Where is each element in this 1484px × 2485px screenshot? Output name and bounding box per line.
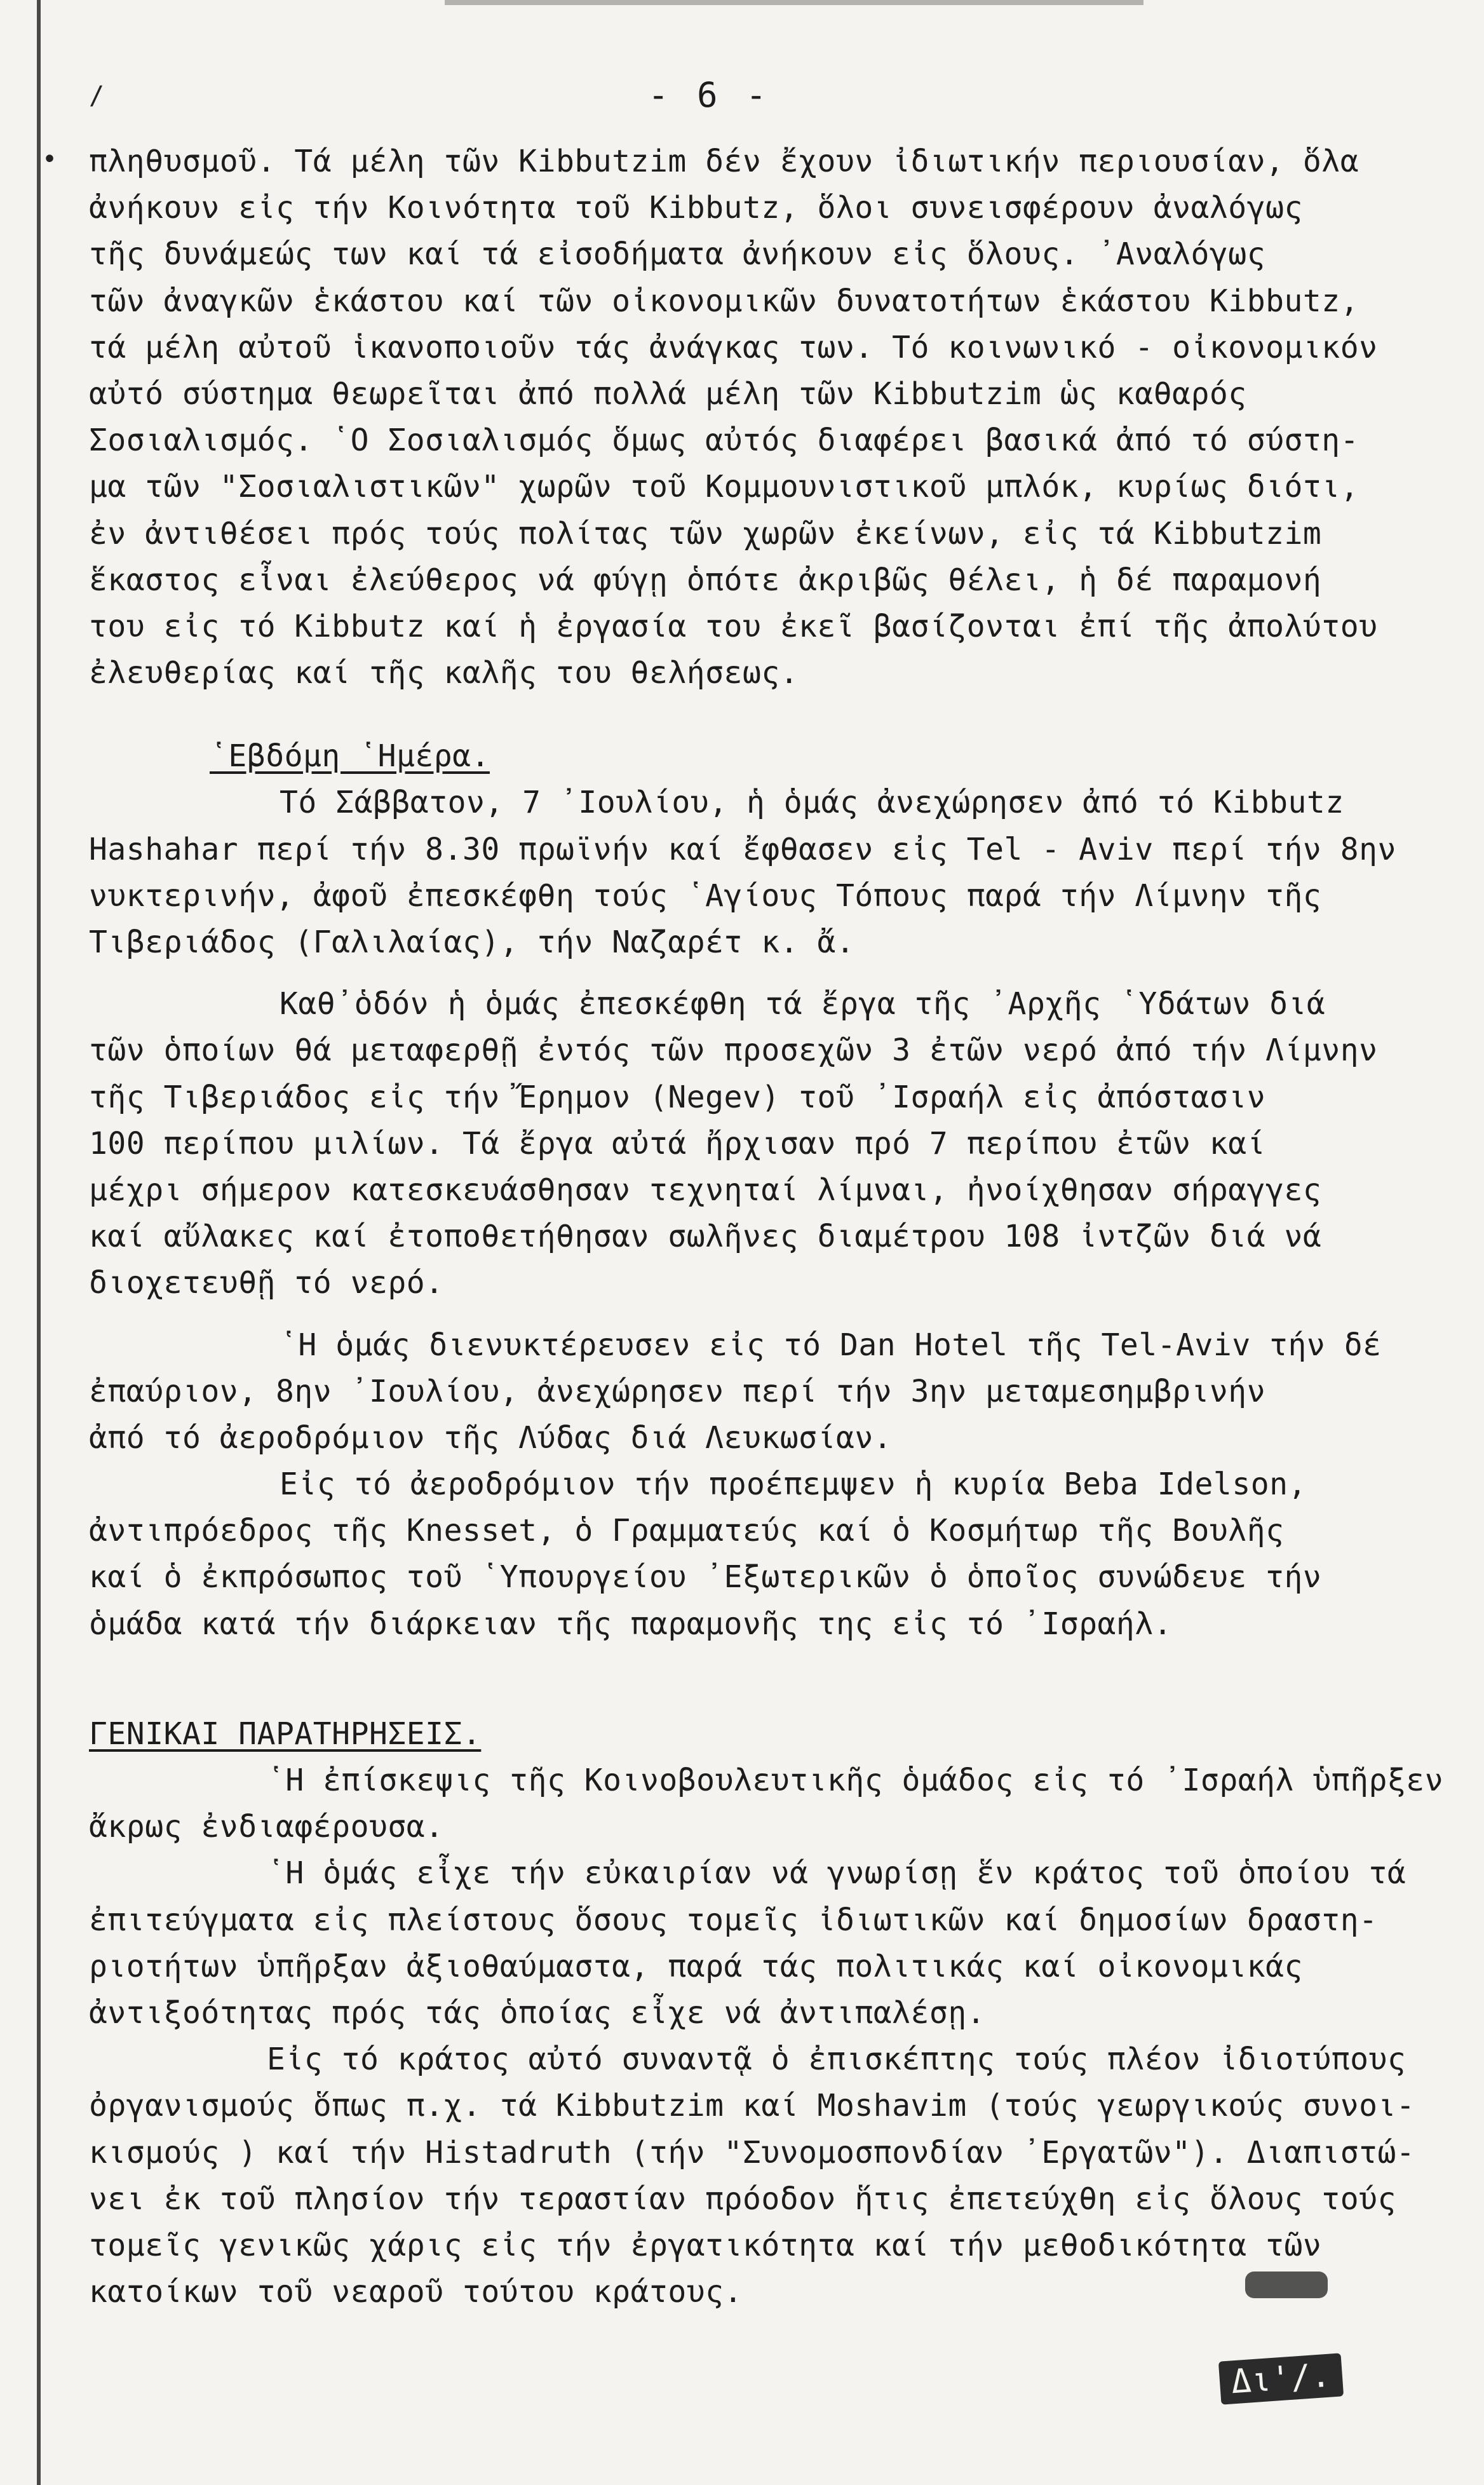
text-line: νυκτερινήν, ἀφοῦ ἐπεσκέφθη τούς ῾Αγίους Τόπους παρά τήν Λίμνην τῆς [89, 877, 1322, 914]
text-line: ἐν ἀντιθέσει πρός τούς πολίτας τῶν χωρῶν ἐκείνων, εἰς τά Kibbutzim [89, 515, 1322, 552]
text-line: καί ὁ ἐκπρόσωπος τοῦ ῾Υπουργείου ᾿Εξωτερικῶν ὁ ὁποῖος συνώδευε τήν [89, 1559, 1322, 1595]
text-line: τά μέλη αὐτοῦ ἱκανοποιοῦν τάς ἀνάγκας των. Τό κοινωνικό - οἰκονομικόν [89, 329, 1378, 365]
text-line: Hashahar περί τήν 8.30 πρωϊνήν καί ἔφθασεν εἰς Tel - Aviv περί τήν 8ην [89, 831, 1396, 867]
text-line: ἀπό τό ἀεροδρόμιον τῆς Λύδας διά Λευκωσίαν. [89, 1419, 893, 1456]
page-number: - 6 - [648, 75, 771, 115]
text-line: του εἰς τό Kibbutz καί ἡ ἐργασία του ἐκεῖ βασίζονται ἐπί τῆς ἀπολύτου [89, 608, 1378, 644]
text-line: διοχετευθῇ τό νερό. [89, 1265, 444, 1301]
text-line: τῆς Τιβεριάδος εἰς τήν Ἔρημον (Negev) τοῦ ᾿Ισραήλ εἰς ἀπόστασιν [89, 1079, 1266, 1115]
text-line: πληθυσμοῦ. Τά μέλη τῶν Kibbutzim δέν ἔχουν ἰδιωτικήν περιουσίαν, ὅλα [89, 144, 1359, 179]
text-line: τομεῖς γενικῶς χάρις εἰς τήν ἐργατικότητα καί τήν μεθοδικότητα τῶν [89, 2227, 1322, 2263]
text-line: καί αὔλακες καί ἐτοποθετήθησαν σωλῆνες διαμέτρου 108 ἰντζῶν διά νά [89, 1219, 1322, 1255]
text-line: ὀργανισμούς ὅπως π.χ. τά Kibbutzim καί Moshavim (τούς γεωργικούς συνοι- [89, 2088, 1415, 2124]
text-line: 100 περίπου μιλίων. Τά ἔργα αὐτά ἤρχισαν πρό 7 περίπου ἐτῶν καί [89, 1125, 1266, 1161]
text-line: μέχρι σήμερον κατεσκευάσθησαν τεχνηταί λίμναι, ἠνοίχθησαν σήραγγες [89, 1172, 1322, 1208]
text-line: Εἰς τό ἀεροδρόμιον τήν προέπεμψεν ἡ κυρία Beba Idelson, [280, 1466, 1307, 1503]
text-line: Εἰς τό κράτος αὐτό συναντᾷ ὁ ἐπισκέπτης τούς πλέον ἰδιοτύπους [267, 2041, 1406, 2078]
text-line: ἕκαστος εἶναι ἐλεύθερος νά φύγῃ ὁπότε ἀκριβῶς θέλει, ἡ δέ παραμονή [89, 562, 1322, 598]
paragraph-7 [89, 1850, 1417, 2036]
text-line: ῾Η ὁμάς εἶχε τήν εὐκαιρίαν νά γνωρίσῃ ἕν κράτος τοῦ ὁποίου τά [267, 1855, 1406, 1892]
text-line: ἐπιτεύγματα εἰς πλείστους ὅσους τομεῖς ἰδιωτικῶν καί δημοσίων δραστη- [89, 1902, 1378, 1938]
text-line: Τό Σάββατον, 7 ᾿Ιουλίου, ἡ ὁμάς ἀνεχώρησεν ἀπό τό Kibbutz [280, 785, 1344, 821]
top-edge-smudge [445, 0, 1143, 5]
text-line: νει ἐκ τοῦ πλησίον τήν τεραστίαν πρόοδον ἥτις ἐπετεύχθη εἰς ὅλους τούς [89, 2181, 1396, 2217]
text-line: ριοτήτων ὑπῆρξαν ἀξιοθαύμαστα, παρά τάς πολιτικάς καί οἰκονομικάς [89, 1948, 1303, 1984]
continuation-mark: Δι'/. [1218, 2353, 1344, 2404]
paragraph-5 [89, 1461, 1417, 1648]
text-line: τῆς δυνάμεώς των καί τά εἰσοδήματα ἀνήκουν εἰς ὅλους. ᾿Αναλόγως [89, 236, 1266, 273]
text-line: κατοίκων τοῦ νεαροῦ τούτου κράτους. [89, 2274, 743, 2310]
text-line: ἀντιπρόεδρος τῆς Knesset, ὁ Γραμματεύς καί ὁ Κοσμήτωρ τῆς Βουλῆς [89, 1513, 1285, 1549]
text-line: αὐτό σύστημα θεωρεῖται ἀπό πολλά μέλη τῶν Kibbutzim ὡς καθαρός [89, 376, 1247, 412]
left-margin-rule [37, 0, 41, 2485]
ink-blot [1245, 2272, 1328, 2298]
text-line: ὁμάδα κατά τήν διάρκειαν τῆς παραμονῆς της εἰς τό ᾿Ισραήλ. [89, 1606, 1173, 1642]
paragraph-6 [89, 1757, 1444, 1850]
text-line: ἀντιξοότητας πρός τάς ὁποίας εἶχε νά ἀντιπαλέσῃ. [89, 1994, 986, 2031]
text-line: ἀνήκουν εἰς τήν Κοινότητα τοῦ Kibbutz, ὅλοι συνεισφέρουν ἀναλόγως [89, 190, 1303, 226]
text-line: ἐλευθερίας καί τῆς καλῆς του θελήσεως. [89, 655, 799, 691]
paragraph-4 [89, 1322, 1417, 1462]
text-line: Καθ᾿ὁδόν ἡ ὁμάς ἐπεσκέφθη τά ἔργα τῆς ᾿Αρχῆς ῾Υδάτων διά [280, 986, 1326, 1022]
text-line: Σοσιαλισμός. ῾Ο Σοσιαλισμός ὅμως αὐτός διαφέρει βασικά ἀπό τό σύστη- [89, 423, 1359, 459]
paragraph-8 [89, 2036, 1417, 2315]
text-line: κισμούς ) καί τήν Histadruth (τήν "Συνομοσπονδίαν ᾿Εργατῶν"). Διαπιστώ- [89, 2134, 1415, 2170]
text-line: ῾Η ἐπίσκεψις τῆς Κοινοβουλευτικῆς ὁμάδος εἰς τό ᾿Ισραήλ ὑπῆρξεν [267, 1763, 1444, 1798]
paragraph-2 [89, 780, 1417, 966]
text-line: ῾Η ὁμάς διενυκτέρευσεν εἰς τό Dan Hotel τῆς Tel-Aviv τήν δέ [280, 1327, 1382, 1363]
text-line: ἐπαύριον, 8ην ᾿Ιουλίου, ἀνεχώρησεν περί τήν 3ην μεταμεσημβρινήν [89, 1373, 1266, 1409]
margin-mark-slash: / [89, 81, 105, 111]
text-line: τῶν ὁποίων θά μεταφερθῇ ἐντός τῶν προσεχῶν 3 ἐτῶν νερό ἀπό τήν Λίμνην [89, 1033, 1378, 1069]
section-heading-general-remarks: ΓΕΝΙΚΑΙ ΠΑΡΑΤΗΡΗΣΕΙΣ. [89, 1716, 482, 1752]
paragraph-1 [89, 139, 1417, 696]
margin-mark-bullet: • [42, 145, 58, 174]
body-text [89, 139, 1444, 2315]
text-line: μα τῶν "Σοσιαλιστικῶν" χωρῶν τοῦ Κομμουνιστικοῦ μπλόκ, κυρίως διότι, [89, 469, 1359, 505]
paragraph-3 [89, 981, 1417, 1306]
text-line: Τιβεριάδος (Γαλιλαίας), τήν Ναζαρέτ κ. ἄ. [89, 924, 855, 960]
text-line: τῶν ἀναγκῶν ἑκάστου καί τῶν οἰκονομικῶν δυνατοτήτων ἑκάστου Kibbutz, [89, 283, 1359, 319]
text-line: ἄκρως ἐνδιαφέρουσα. [89, 1809, 444, 1845]
section-heading-seventh-day: ῾Εβδόμη ῾Ημέρα. [210, 738, 490, 775]
